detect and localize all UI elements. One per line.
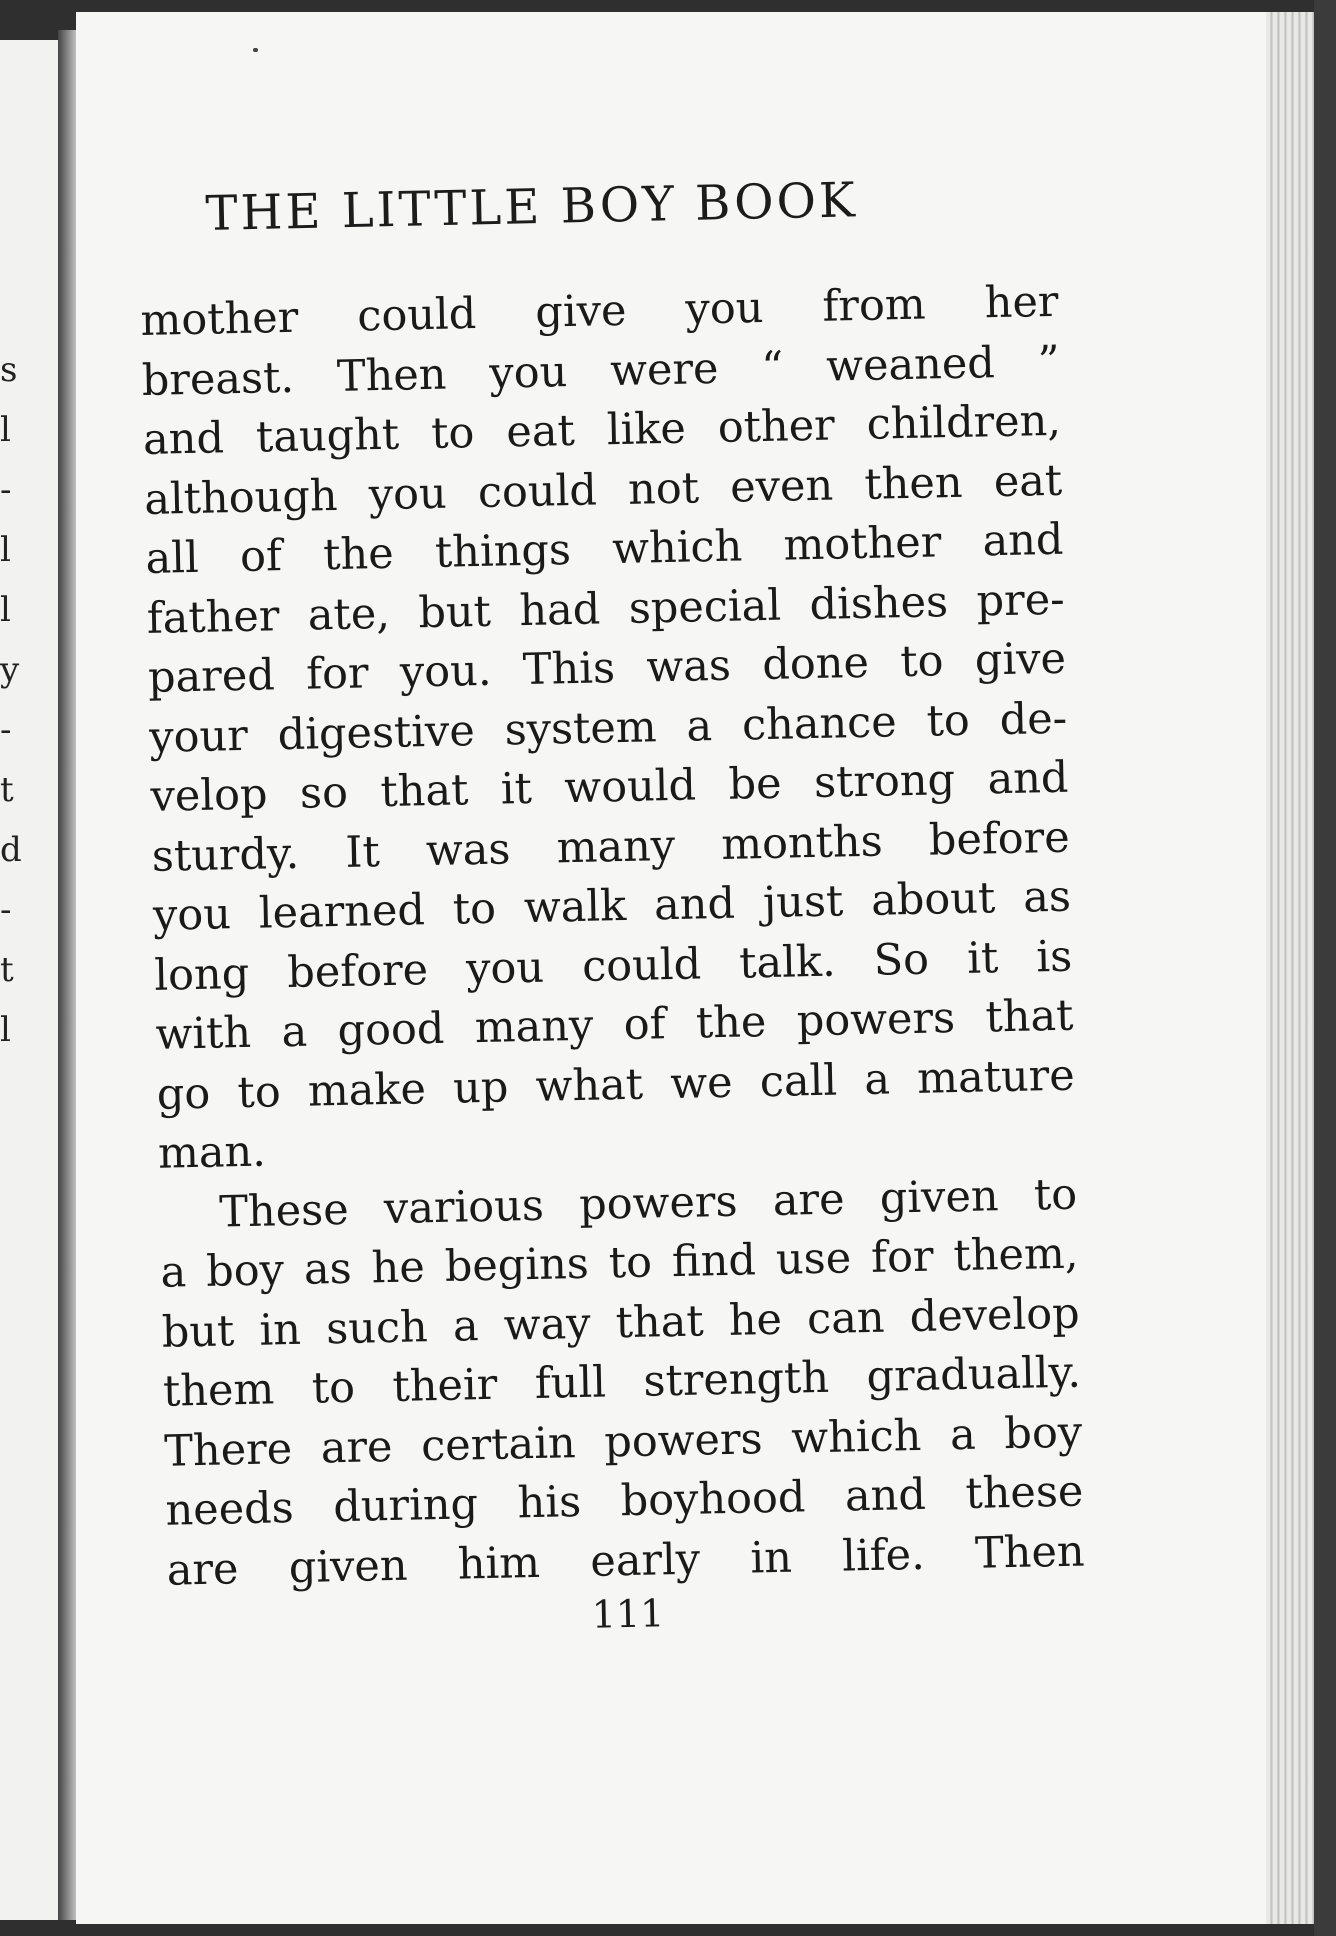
text-line: and taught to eat like other children, <box>142 395 1062 465</box>
fragment-line: - <box>0 710 12 750</box>
fragment-line: t <box>0 950 14 990</box>
text-line: needs during his boyhood and these <box>165 1466 1084 1536</box>
text-line: breast. Then you were “ weaned ” <box>141 336 1061 406</box>
fragment-line: d <box>0 830 22 870</box>
text-line: These various powers are given to <box>218 1169 1078 1238</box>
fragment-line: s <box>0 350 18 390</box>
fragment-line: - <box>0 890 12 930</box>
text-line: sturdy. It was many months before <box>151 812 1071 882</box>
text-line: a boy as he begins to find use for them, <box>160 1228 1079 1298</box>
text-line: velop so that it would be strong and <box>150 752 1069 822</box>
page-number: 111 <box>591 1591 665 1637</box>
body-text <box>140 273 1085 1601</box>
running-head: THE LITTLE BOY BOOK <box>205 172 859 242</box>
previous-page-edge <box>0 40 62 1920</box>
text-line: all of the things which mother and <box>145 514 1064 584</box>
text-line: man. <box>157 1126 267 1179</box>
text-line: but in such a way that he can develop <box>161 1288 1081 1358</box>
fragment-line: y <box>0 650 20 690</box>
page-stack-edges <box>1266 12 1320 1924</box>
fragment-line: l <box>0 410 11 450</box>
ink-speck <box>253 48 258 52</box>
text-line: them to their full strength gradually. <box>162 1347 1082 1417</box>
text-line: father ate, but had special dishes pre- <box>146 574 1066 644</box>
text-line: pared for you. This was done to give <box>147 633 1067 703</box>
text-line: although you could not even then eat <box>143 455 1063 525</box>
fragment-line: - <box>0 470 12 510</box>
fragment-line: l <box>0 1010 11 1050</box>
text-line: with a good many of the powers that <box>155 990 1074 1060</box>
book-gutter <box>58 30 78 1920</box>
book-cover-edge <box>1314 0 1336 1936</box>
text-line: mother could give you from her <box>140 276 1059 346</box>
fragment-line: t <box>0 770 14 810</box>
text-line: There are certain powers which a boy <box>163 1407 1083 1477</box>
text-line: you learned to walk and just about as <box>152 871 1072 941</box>
text-line: your digestive system a chance to de- <box>148 693 1068 763</box>
fragment-line: l <box>0 590 11 630</box>
text-line: go to make up what we call a mature <box>156 1050 1076 1120</box>
previous-page-text-fragments <box>0 340 22 1640</box>
text-line: long before you could talk. So it is <box>153 931 1073 1001</box>
text-line: are given him early in life. Then <box>166 1526 1086 1596</box>
fragment-line: l <box>0 530 11 570</box>
